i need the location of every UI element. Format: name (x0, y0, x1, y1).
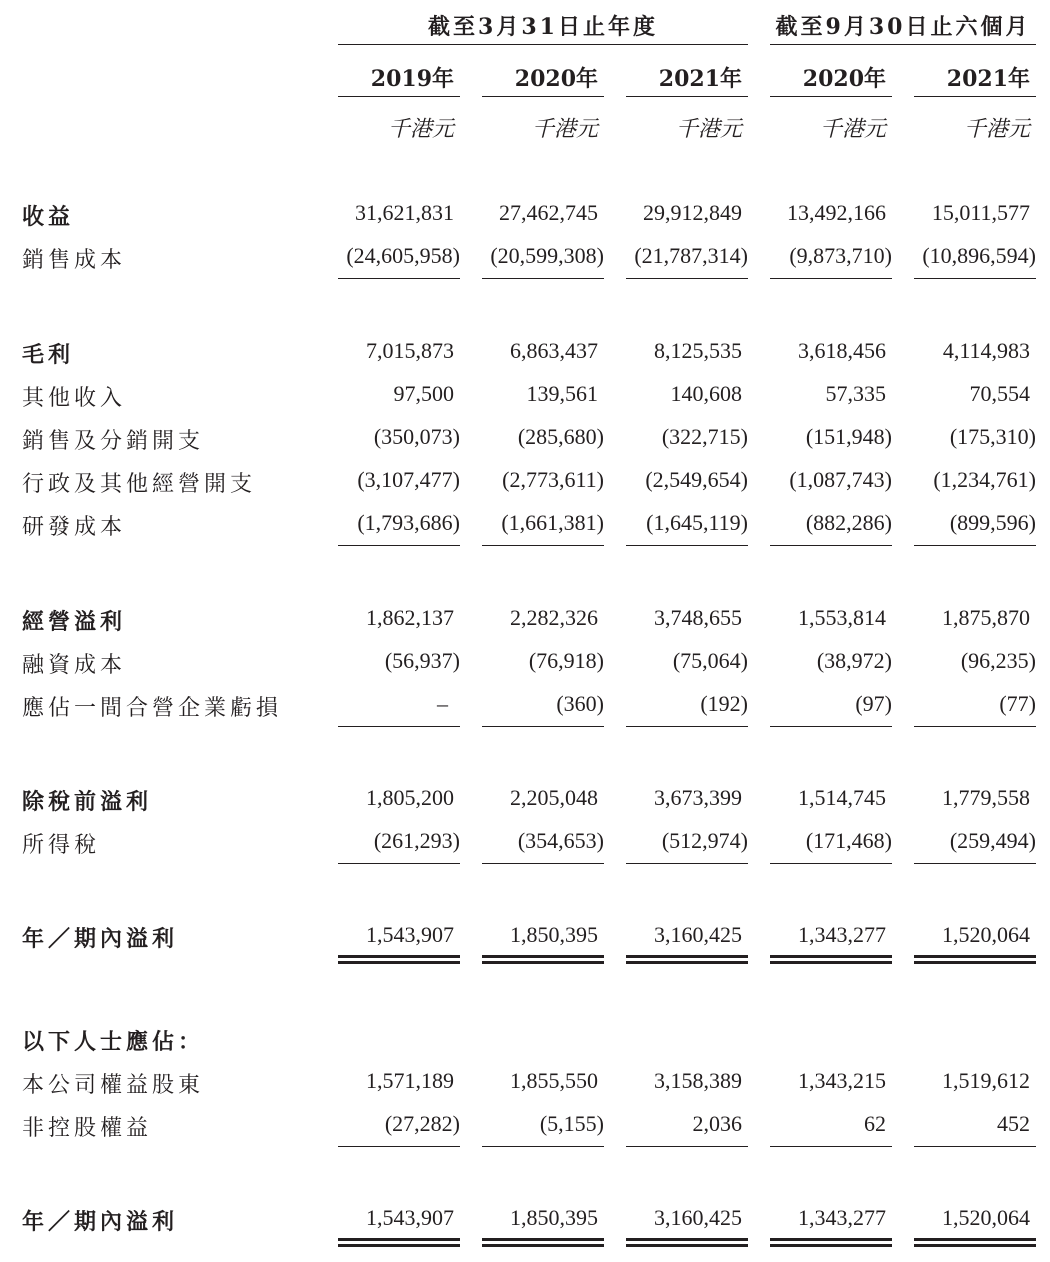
row-label: 年／期內溢利 (22, 1209, 179, 1235)
cell-value: (350,073) (373, 424, 460, 449)
cell-value: (5,155) (539, 1111, 604, 1136)
row-label: 所得稅 (22, 833, 101, 858)
subtotal-rule (338, 545, 460, 546)
row-label: 應佔一間合營企業虧損 (22, 696, 283, 721)
cell-value: (261,293) (373, 828, 460, 853)
cell-value: (77) (999, 691, 1036, 716)
column-year: 2020年 (514, 66, 598, 92)
row-label: 收益 (22, 204, 75, 230)
cell-value: (512,974) (661, 828, 748, 853)
cell-value: 27,462,745 (499, 200, 598, 225)
cell-value: 2,205,048 (510, 785, 598, 810)
cell-value: 97,500 (393, 381, 454, 406)
cell-value: 3,158,389 (654, 1068, 742, 1093)
cell-value: (2,549,654) (645, 467, 748, 492)
cell-value: (24,605,958) (346, 243, 460, 268)
subtotal-rule (914, 1146, 1036, 1147)
column-unit: 千港元 (531, 117, 598, 142)
total-double-rule (338, 1238, 460, 1247)
subtotal-rule (770, 278, 892, 279)
cell-value: 1,520,064 (942, 922, 1030, 947)
cell-value: (354,653) (517, 828, 604, 853)
cell-value: (76,918) (528, 648, 604, 673)
subtotal-rule (338, 278, 460, 279)
subtotal-rule (770, 726, 892, 727)
column-unit: 千港元 (675, 117, 742, 142)
subtotal-rule (626, 1146, 748, 1147)
subtotal-rule (914, 726, 1036, 727)
cell-value: (151,948) (805, 424, 892, 449)
cell-value: 1,543,907 (366, 922, 454, 947)
cell-value: (882,286) (805, 510, 892, 535)
cell-value: 1,779,558 (942, 785, 1030, 810)
cell-value: (38,972) (816, 648, 892, 673)
total-double-rule (770, 955, 892, 964)
group-header-annual: 截至3月31日止年度 (428, 14, 658, 40)
cell-value: (285,680) (517, 424, 604, 449)
cell-value: (9,873,710) (789, 243, 892, 268)
cell-value: 1,553,814 (798, 605, 886, 630)
row-label: 年／期內溢利 (22, 926, 179, 952)
cell-value: 139,561 (526, 381, 598, 406)
cell-value: 6,863,437 (510, 338, 598, 363)
cell-value: 8,125,535 (654, 338, 742, 363)
cell-value: (360) (556, 691, 604, 716)
subtotal-rule (482, 863, 604, 864)
subtotal-rule (770, 1146, 892, 1147)
cell-value: 1,850,395 (510, 922, 598, 947)
cell-value: 1,875,870 (942, 605, 1030, 630)
row-label: 毛利 (22, 342, 75, 368)
cell-value: 452 (997, 1111, 1030, 1136)
column-year-rule (338, 96, 460, 97)
cell-value: 140,608 (670, 381, 742, 406)
group-header-interim-rule (770, 44, 1036, 45)
row-label: 本公司權益股東 (22, 1073, 205, 1098)
total-double-rule (626, 955, 748, 964)
cell-value: 3,160,425 (654, 1205, 742, 1230)
row-label: 研發成本 (22, 515, 127, 540)
subtotal-rule (770, 863, 892, 864)
cell-value: (1,645,119) (646, 510, 748, 535)
column-unit: 千港元 (819, 117, 886, 142)
column-year-rule (626, 96, 748, 97)
subtotal-rule (914, 863, 1036, 864)
cell-value: 57,335 (825, 381, 886, 406)
total-double-rule (338, 955, 460, 964)
subtotal-rule (482, 545, 604, 546)
subtotal-rule (914, 278, 1036, 279)
group-header-annual-rule (338, 44, 748, 45)
cell-value: (10,896,594) (922, 243, 1036, 268)
row-label: 其他收入 (22, 386, 127, 411)
cell-value: 1,855,550 (510, 1068, 598, 1093)
cell-value: 1,571,189 (366, 1068, 454, 1093)
column-year: 2019年 (370, 66, 454, 92)
column-year-rule (914, 96, 1036, 97)
cell-value: 3,160,425 (654, 922, 742, 947)
cell-value: (21,787,314) (634, 243, 748, 268)
cell-value: (322,715) (661, 424, 748, 449)
cell-value: (1,661,381) (501, 510, 604, 535)
cell-value: (96,235) (960, 648, 1036, 673)
cell-value: (259,494) (949, 828, 1036, 853)
total-double-rule (626, 1238, 748, 1247)
column-year: 2020年 (802, 66, 886, 92)
row-label: 除稅前溢利 (22, 789, 153, 815)
row-label: 經營溢利 (22, 609, 127, 635)
row-label: 融資成本 (22, 653, 127, 678)
cell-value: (2,773,611) (502, 467, 604, 492)
subtotal-rule (914, 545, 1036, 546)
cell-value: 7,015,873 (366, 338, 454, 363)
total-double-rule (914, 1238, 1036, 1247)
subtotal-rule (338, 863, 460, 864)
cell-value: 1,805,200 (366, 785, 454, 810)
cell-value: (20,599,308) (490, 243, 604, 268)
cell-value: 1,514,745 (798, 785, 886, 810)
cell-value: 1,343,277 (798, 1205, 886, 1230)
total-double-rule (914, 955, 1036, 964)
subtotal-rule (338, 726, 460, 727)
cell-value: 4,114,983 (942, 338, 1030, 363)
subtotal-rule (482, 1146, 604, 1147)
row-label: 銷售及分銷開支 (22, 429, 205, 454)
total-double-rule (482, 955, 604, 964)
cell-value: 3,673,399 (654, 785, 742, 810)
subtotal-rule (482, 726, 604, 727)
cell-value: (192) (700, 691, 748, 716)
row-label: 非控股權益 (22, 1116, 153, 1141)
cell-value: – (437, 691, 448, 716)
cell-value: 2,282,326 (510, 605, 598, 630)
column-year-rule (482, 96, 604, 97)
cell-value: 15,011,577 (931, 200, 1030, 225)
row-label: 行政及其他經營開支 (22, 472, 257, 497)
cell-value: (175,310) (949, 424, 1036, 449)
cell-value: 13,492,166 (787, 200, 886, 225)
cell-value: (3,107,477) (357, 467, 460, 492)
cell-value: 1,543,907 (366, 1205, 454, 1230)
cell-value: (97) (855, 691, 892, 716)
cell-value: 1,520,064 (942, 1205, 1030, 1230)
cell-value: 1,343,277 (798, 922, 886, 947)
subtotal-rule (626, 278, 748, 279)
cell-value: (1,087,743) (789, 467, 892, 492)
column-year: 2021年 (658, 66, 742, 92)
subtotal-rule (338, 1146, 460, 1147)
row-label: 銷售成本 (22, 248, 127, 273)
cell-value: (1,793,686) (357, 510, 460, 535)
row-label: 以下人士應佔： (22, 1029, 205, 1055)
cell-value: 1,862,137 (366, 605, 454, 630)
cell-value: 62 (864, 1111, 886, 1136)
cell-value: (56,937) (384, 648, 460, 673)
subtotal-rule (482, 278, 604, 279)
cell-value: 3,748,655 (654, 605, 742, 630)
cell-value: (899,596) (949, 510, 1036, 535)
subtotal-rule (626, 545, 748, 546)
cell-value: 29,912,849 (643, 200, 742, 225)
cell-value: 1,850,395 (510, 1205, 598, 1230)
cell-value: (27,282) (384, 1111, 460, 1136)
cell-value: 2,036 (692, 1111, 742, 1136)
column-year-rule (770, 96, 892, 97)
cell-value: 1,343,215 (798, 1068, 886, 1093)
group-header-interim: 截至9月30日止六個月 (775, 14, 1031, 40)
cell-value: 70,554 (969, 381, 1030, 406)
cell-value: (1,234,761) (933, 467, 1036, 492)
cell-value: 3,618,456 (798, 338, 886, 363)
column-unit: 千港元 (963, 117, 1030, 142)
total-double-rule (770, 1238, 892, 1247)
subtotal-rule (626, 863, 748, 864)
cell-value: 31,621,831 (355, 200, 454, 225)
cell-value: (171,468) (805, 828, 892, 853)
total-double-rule (482, 1238, 604, 1247)
cell-value: 1,519,612 (942, 1068, 1030, 1093)
column-year: 2021年 (946, 66, 1030, 92)
subtotal-rule (626, 726, 748, 727)
column-unit: 千港元 (387, 117, 454, 142)
cell-value: (75,064) (672, 648, 748, 673)
subtotal-rule (770, 545, 892, 546)
